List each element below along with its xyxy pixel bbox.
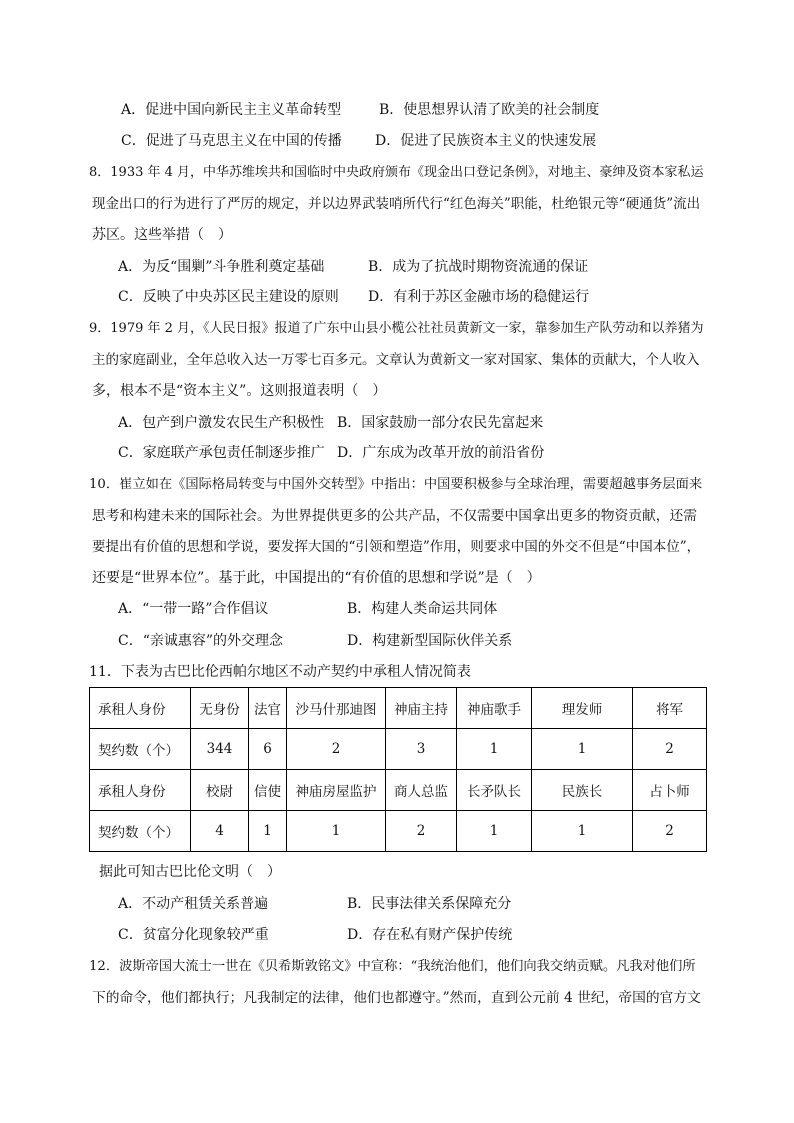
- table-cell: 契约数（个）: [90, 811, 191, 852]
- table-cell: 4: [191, 811, 249, 852]
- table-cell: 法官: [249, 688, 287, 729]
- table-cell: 无身份: [191, 688, 249, 729]
- table-cell: 神庙房屋监护: [287, 770, 386, 811]
- q11-option-c: C．贫富分化现象较严重: [118, 927, 269, 943]
- q10-stem-line-3: 要提出有价值的思想和学说，要发挥大国的“引领和塑造”作用，则要求中国的外交不但是“中国本位”，: [92, 539, 701, 555]
- q7-option-d: D．促进了民族资本主义的快速发展: [375, 133, 597, 149]
- q10-option-a: A．“一带一路”合作倡议: [118, 601, 269, 617]
- q11-question: 据此可知古巴比伦文明（ ）: [99, 864, 281, 880]
- table-cell: 神庙歌手: [457, 688, 532, 729]
- q8-option-d: D．有利于苏区金融市场的稳健运行: [368, 289, 590, 305]
- q10-stem-line-2: 思考和构建未来的国际社会。为世界提供更多的公共产品，不仅需要中国拿出更多的物资贡献，还需: [92, 508, 698, 524]
- table-row: [90, 770, 707, 811]
- q9-option-a: A．包产到户激发农民生产积极性: [118, 415, 325, 431]
- table-cell: 6: [249, 729, 287, 770]
- q7-option-c: C．促进了马克思主义在中国的传播: [121, 133, 342, 149]
- q12-stem-line-1: 12．波斯帝国大流士一世在《贝希斯敦铭文》中宣称：“我统治他们，他们向我交纳贡赋。凡我对他们所: [89, 959, 696, 974]
- q10-stem-line-1: 10．崔立如在《国际格局转变与中国外交转型》中指出：中国要积极参与全球治理，需要超越事务层面来: [89, 477, 703, 492]
- table-cell: 1: [287, 811, 386, 852]
- table-cell: 1: [532, 811, 633, 852]
- table-cell: 承租人身份: [90, 770, 191, 811]
- q9-stem-line-3: 多，根本不是“资本主义”。这则报道表明（ ）: [92, 383, 387, 399]
- q8-option-b: B．成为了抗战时期物资流通的保证: [368, 259, 589, 275]
- table-cell: 理发师: [532, 688, 633, 729]
- q10-option-d: D．构建新型国际伙伴关系: [347, 633, 513, 649]
- q9-option-b: B．国家鼓励一部分农民先富起来: [337, 415, 544, 431]
- table-cell: 2: [386, 811, 457, 852]
- q7-option-a: A．促进中国向新民主主义革命转型: [121, 102, 342, 118]
- table-cell: 承租人身份: [90, 688, 191, 729]
- table-cell: 1: [532, 729, 633, 770]
- table-cell: 1: [457, 729, 532, 770]
- table-row: [90, 688, 707, 729]
- table-cell: 2: [633, 729, 707, 770]
- q8-option-c: C．反映了中央苏区民主建设的原则: [118, 289, 339, 305]
- q9-option-d: D．广东成为改革开放的前沿省份: [337, 445, 545, 461]
- q7-option-b: B．使思想界认清了欧美的社会制度: [379, 102, 600, 118]
- table-cell: 占卜师: [633, 770, 707, 811]
- table-cell: 2: [633, 811, 707, 852]
- q10-stem-line-4: 还要是“世界本位”。基于此，中国提出的“有价值的思想和学说”是（ ）: [92, 570, 541, 586]
- table-cell: 沙马什那迪图: [287, 688, 386, 729]
- table-cell: 1: [249, 811, 287, 852]
- table-cell: 神庙主持: [386, 688, 457, 729]
- table-cell: 民族长: [532, 770, 633, 811]
- table-row: [90, 729, 707, 770]
- q10-option-c: C．“亲诚惠容”的外交理念: [118, 633, 284, 649]
- q10-option-b: B．构建人类命运共同体: [347, 601, 498, 617]
- table-cell: 长矛队长: [457, 770, 532, 811]
- q11-stem: 11．下表为古巴比伦西帕尔地区不动产契约中承租人情况简表: [89, 664, 471, 680]
- q12-stem-line-2: 下的命令，他们都执行；凡我制定的法律，他们也都遵守。”然而，直到公元前 4 世纪，帝国的官方文: [92, 990, 701, 1006]
- q8-stem-line-2: 现金出口的行为进行了严厉的规定，并以边界武装哨所代行“红色海关”职能，杜绝银元等“硬通货”流出: [92, 196, 701, 212]
- q11-option-a: A．不动产租赁关系普遍: [118, 896, 269, 912]
- q8-stem-line-1: 8．1933 年 4 月，中华苏维埃共和国临时中央政府颁布《现金出口登记条例》，对地主、豪绅及资本家私运: [89, 165, 704, 180]
- q11-option-b: B．民事法律关系保障充分: [347, 896, 512, 912]
- q9-stem-line-1: 9．1979 年 2 月，《人民日报》报道了广东中山县小榄公社社员黄新文一家，靠参加生产队劳动和以养猪为: [89, 321, 704, 336]
- q9-option-c: C．家庭联产承包责任制逐步推广: [118, 445, 325, 461]
- table-cell: 1: [457, 811, 532, 852]
- table-cell: 契约数（个）: [90, 729, 191, 770]
- q9-stem-line-2: 主的家庭副业，全年总收入达一万零七百多元。文章认为黄新文一家对国家、集体的贡献大，个人收入: [92, 352, 700, 368]
- table-cell: 2: [287, 729, 386, 770]
- table-row: [90, 811, 707, 852]
- table-cell: 商人总监: [386, 770, 457, 811]
- table-cell: 信使: [249, 770, 287, 811]
- table-cell: 344: [191, 729, 249, 770]
- q8-stem-line-3: 苏区。这些举措（ ）: [92, 227, 232, 243]
- q11-option-d: D．存在私有财产保护传统: [347, 927, 513, 943]
- q8-option-a: A．为反“围剿”斗争胜利奠定基础: [118, 259, 325, 275]
- table-cell: 校尉: [191, 770, 249, 811]
- table-cell: 将军: [633, 688, 707, 729]
- table-cell: 3: [386, 729, 457, 770]
- tenant-contract-table: [89, 687, 707, 852]
